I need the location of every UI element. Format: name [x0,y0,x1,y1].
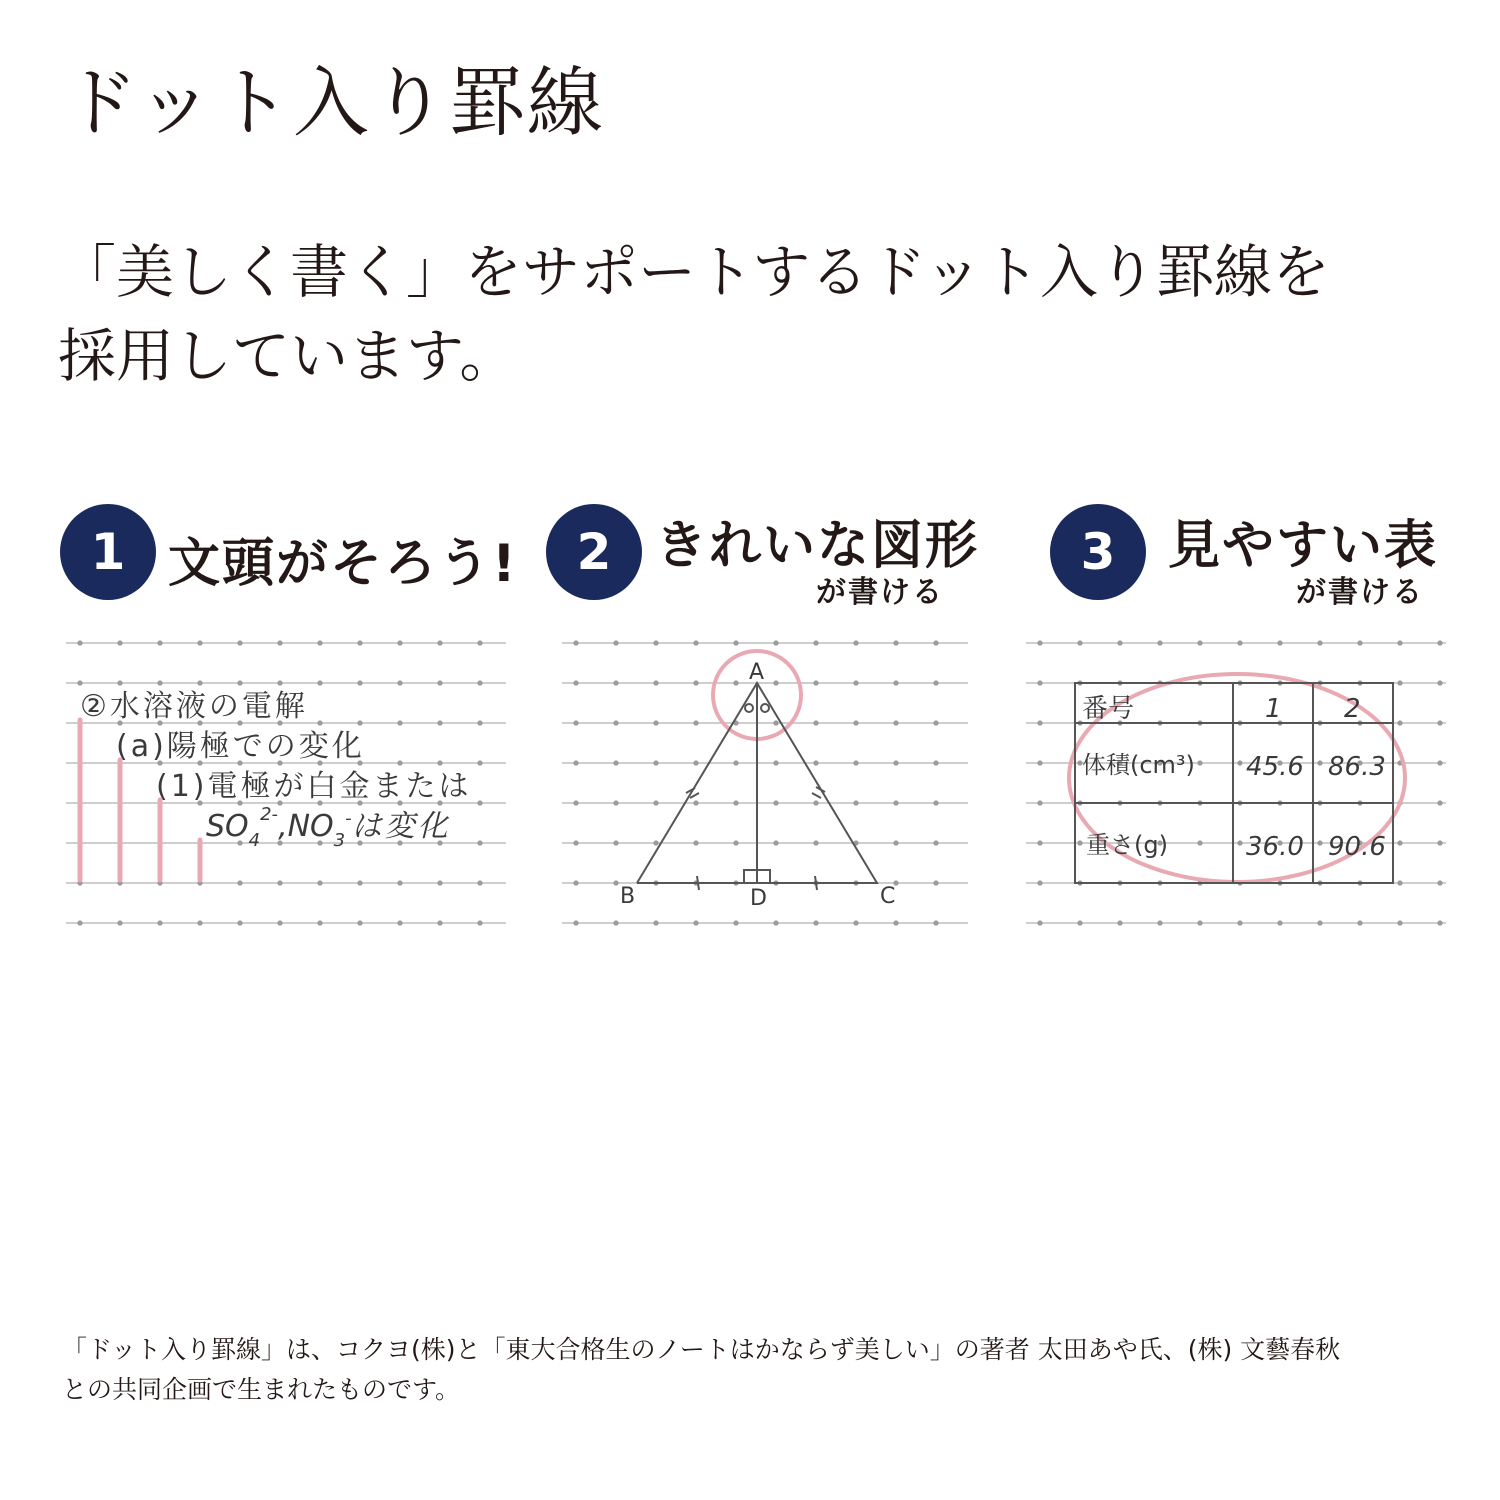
rule-dot [357,920,362,925]
note-line-1: ②水溶液の電解 [80,689,308,724]
rule-dot [1357,920,1362,925]
rule-dot [933,640,938,645]
rule-dot [893,760,898,765]
note-formula: $SO_4^{2-},NO_3^-$は変化 [206,804,451,851]
rule-dot [397,920,402,925]
lead-line-1: 「美しく書く」をサポートするドット入り罫線を [58,238,1330,306]
rule-dot [813,720,818,725]
table-header-col-1: 1 [1265,694,1282,724]
rule-dot [1077,840,1082,845]
rule-dot [853,720,858,725]
rule-dot [653,840,658,845]
rule-dot [397,760,402,765]
rule-dot [1397,640,1402,645]
note-line-2: (a)陽極での変化 [116,729,365,764]
rule-dot [357,880,362,885]
rule-dot [693,800,698,805]
rule-dot [477,720,482,725]
feature-1-number-badge: 1 [60,504,156,600]
rule-dot [1157,920,1162,925]
rule-dot [893,800,898,805]
rule-dot [933,840,938,845]
page-title: ドット入り罫線 [62,58,605,147]
table-row-2-col-1: 36.0 [1246,832,1304,862]
rule-dot [437,920,442,925]
rule-dot [933,800,938,805]
rule-dot [317,880,322,885]
table-row-2-label: 重さ(g) [1086,831,1168,859]
rule-dot [933,680,938,685]
rule-dot [1317,920,1322,925]
rule-dot [613,680,618,685]
rule-dot [117,640,122,645]
rule-dot [573,840,578,845]
rule-dot [477,800,482,805]
rule-dot [693,720,698,725]
rule-dot [397,640,402,645]
rule-dot [317,640,322,645]
rule-dot [773,760,778,765]
rule-dot [1277,920,1282,925]
rule-dot [1037,680,1042,685]
rule-dot [733,760,738,765]
rule-dot [1397,840,1402,845]
rule-dot [853,680,858,685]
rule-dot [277,640,282,645]
footnote-line-1: 「ドット入り罫線」は、コクヨ(株)と「東大合格生のノートはかならず美しい」の著者 太田あや氏、(株) 文藝春秋 [62,1335,1341,1364]
rule-dot [813,760,818,765]
rule-dot [893,720,898,725]
rule-dot [1437,800,1442,805]
rule-dot [613,800,618,805]
rule-dot [1277,640,1282,645]
rule-dot [1237,640,1242,645]
rule-dot [773,800,778,805]
rule-dot [773,840,778,845]
rule-dot [1037,760,1042,765]
rule-dot [477,680,482,685]
rule-dot [573,720,578,725]
rule-dot [437,720,442,725]
rule-dot [733,640,738,645]
rule-dot [653,800,658,805]
vertex-b-label: B [620,884,636,909]
rule-dot [1037,640,1042,645]
rule-dot [1397,720,1402,725]
rule-dot [1437,840,1442,845]
rule-dot [853,640,858,645]
rule-dot [1037,840,1042,845]
rule-dot [733,680,738,685]
rule-dot [813,640,818,645]
rule-dot [277,880,282,885]
table-header-col-2: 2 [1344,694,1361,724]
table-row-1-col-2: 86.3 [1328,752,1386,782]
feature-2-subtitle: が書ける [816,575,944,610]
rule-dot [813,840,818,845]
rule-dot [357,720,362,725]
rule-dot [893,640,898,645]
rule-dot [1197,640,1202,645]
rule-dot [613,720,618,725]
sample-2-triangle-figure [620,651,895,911]
vertex-c-label: C [880,884,896,909]
rule-dot [1117,920,1122,925]
rule-dot [813,800,818,805]
rule-dot [613,760,618,765]
rule-dot [813,680,818,685]
rule-dot [477,760,482,765]
rule-dot [613,640,618,645]
rule-dot [1117,640,1122,645]
rule-dot [317,680,322,685]
rule-dot [933,920,938,925]
rule-dot [197,640,202,645]
feature-1-title: 文頭がそろう! [168,534,518,594]
rule-dot [893,680,898,685]
rule-dot [157,920,162,925]
feature-2-number-badge: 2 [546,504,642,600]
rule-dot [1437,920,1442,925]
rule-dot [1077,920,1082,925]
rule-dot [1397,920,1402,925]
rule-dot [117,680,122,685]
rule-dot [357,680,362,685]
rule-dot [653,760,658,765]
rule-dot [437,680,442,685]
rule-dot [277,680,282,685]
rule-dot [477,920,482,925]
rule-dot [693,840,698,845]
rule-dot [117,920,122,925]
rule-dot [1037,720,1042,725]
table-row-1-label: 体積(cm³) [1082,751,1195,779]
rule-dot [613,880,618,885]
vertex-a-label: A [749,660,765,685]
rule-dot [477,840,482,845]
sample-1-aligned-notes [80,689,472,880]
rule-dot [1197,760,1202,765]
feature-3-title: 見やすい表 [1168,516,1439,576]
rule-dot [197,680,202,685]
rule-dot [1317,640,1322,645]
rule-dot [653,720,658,725]
rule-dot [1037,920,1042,925]
rule-dot [477,880,482,885]
rule-dot [693,680,698,685]
rule-dot [693,920,698,925]
rule-dot [397,880,402,885]
rule-dot [573,640,578,645]
rule-dot [1237,920,1242,925]
rule-dot [893,840,898,845]
rule-dot [653,920,658,925]
rule-dot [157,680,162,685]
rule-dot [733,920,738,925]
lead-line-2: 採用しています。 [58,322,518,390]
rule-dot [773,720,778,725]
rule-dot [1197,920,1202,925]
rule-dot [733,800,738,805]
rule-dot [357,640,362,645]
rule-dot [573,680,578,685]
rule-dot [437,760,442,765]
rule-dot [693,640,698,645]
rule-dot [277,920,282,925]
sample-3-table-figure [1069,674,1405,883]
rule-dot [1317,840,1322,845]
rule-dot [77,920,82,925]
rule-dot [1237,760,1242,765]
note-line-3: (1)電極が白金または [156,769,472,804]
rule-dot [653,640,658,645]
rule-dot [613,920,618,925]
table-row-2-col-2: 90.6 [1328,832,1386,862]
footnote-line-2: との共同企画で生まれたものです。 [62,1375,461,1404]
rule-dot [1397,680,1402,685]
feature-2-title: きれいな図形 [655,516,980,576]
rule-dot [477,640,482,645]
rule-dot [237,880,242,885]
rule-dot [77,680,82,685]
rule-dot [397,680,402,685]
rule-dot [1437,760,1442,765]
rule-dot [813,920,818,925]
rule-dot [1437,640,1442,645]
rule-dot [933,720,938,725]
vertex-d-label: D [750,886,767,911]
rule-dot [1437,680,1442,685]
rule-dot [1197,840,1202,845]
feature-3-subtitle: が書ける [1296,575,1424,610]
rule-dot [437,880,442,885]
rule-dot [237,640,242,645]
rule-dot [733,840,738,845]
footnote [62,1330,1340,1410]
rule-dot [237,920,242,925]
rule-dot [1157,640,1162,645]
table-header-label: 番号 [1082,694,1135,724]
rule-dot [237,680,242,685]
rule-dot [613,840,618,845]
rule-dot [1397,880,1402,885]
rule-dot [1037,800,1042,805]
rule-dot [573,880,578,885]
rule-dot [437,640,442,645]
rule-dot [693,760,698,765]
rule-dot [317,720,322,725]
rule-dot [1317,760,1322,765]
rule-dot [317,920,322,925]
rule-dot [573,920,578,925]
rule-dot [1437,720,1442,725]
rule-dot [853,760,858,765]
rule-dot [573,760,578,765]
rule-dot [773,920,778,925]
rule-dot [773,640,778,645]
rule-dot [773,680,778,685]
rule-dot [1437,880,1442,885]
rule-dot [933,880,938,885]
feature-3-number-badge: 3 [1050,504,1146,600]
rule-dot [893,920,898,925]
rule-dot [1237,840,1242,845]
rule-dot [853,920,858,925]
rule-dot [1037,880,1042,885]
rule-dot [397,720,402,725]
rule-dot [1077,640,1082,645]
rule-dot [933,760,938,765]
rule-dot [157,640,162,645]
table-row-1-col-1: 45.6 [1246,752,1304,782]
rule-dot [1357,640,1362,645]
rule-dot [77,640,82,645]
rule-dot [573,800,578,805]
rule-dot [853,800,858,805]
rule-dot [653,680,658,685]
rule-dot [197,920,202,925]
